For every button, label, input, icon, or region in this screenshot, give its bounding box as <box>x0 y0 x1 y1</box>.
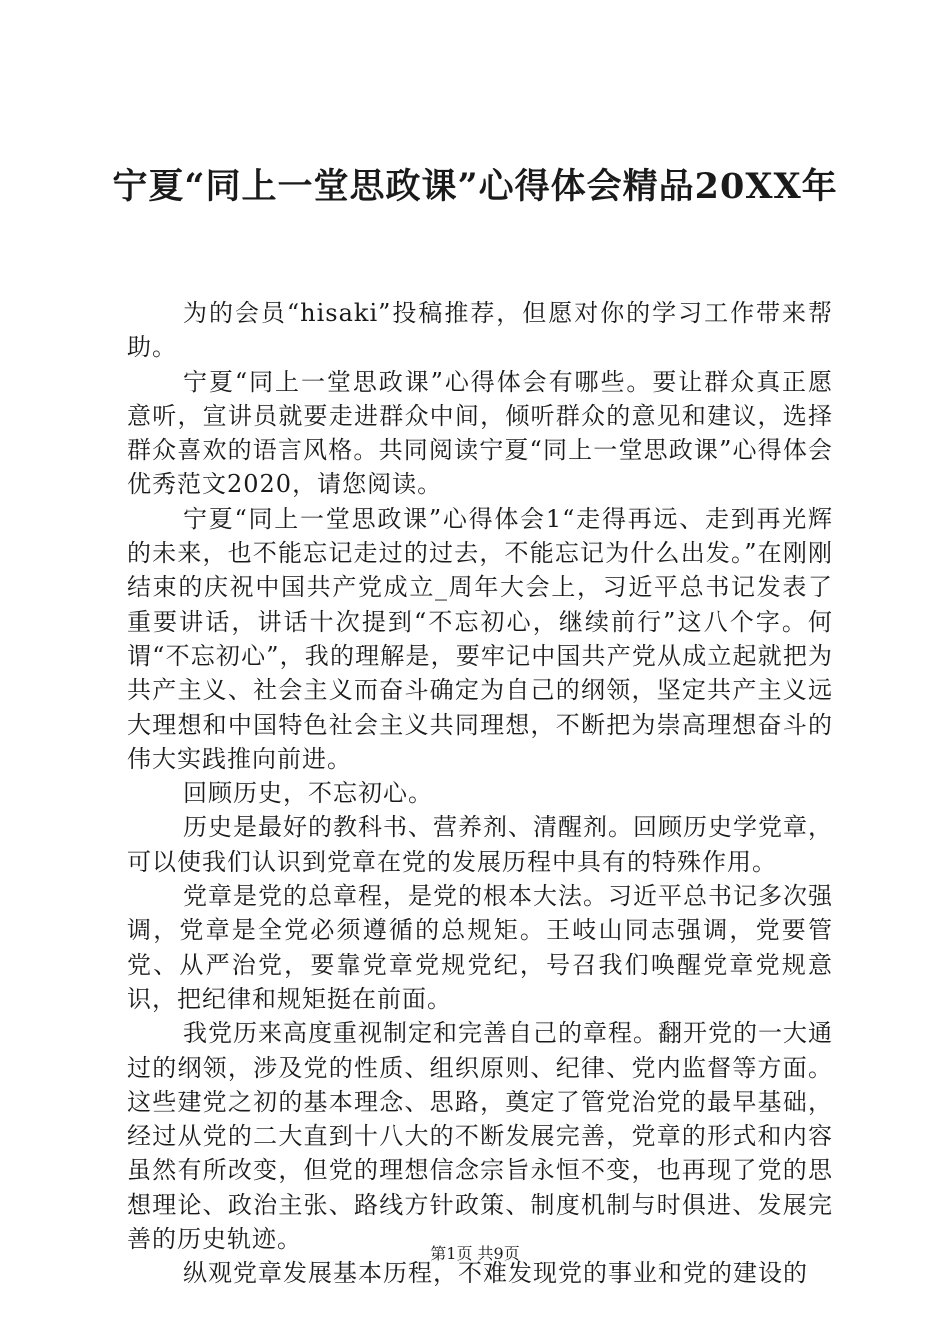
document-body <box>127 296 833 1291</box>
paragraph: 我党历来高度重视制定和完善自己的章程。翻开党的一大通过的纲领，涉及党的性质、组织原则、纪律、党内监督等方面。这些建党之初的基本理念、思路，奠定了管党治党的最早基础，经过从党的二大直到十八大的不断发展完善，党章的形式和内容虽然有所改变，但党的理想信念宗旨永恒不变，也再现了党的思想理论、政治主张、路线方针政策、制度机制与时俱进、发展完善的历史轨迹。 <box>127 1019 833 1254</box>
paragraph: 党章是党的总章程，是党的根本大法。习近平总书记多次强调，党章是全党必须遵循的总规矩。王岐山同志强调，党要管党、从严治党，要靠党章党规党纪，号召我们唤醒党章党规意识，把纪律和规矩挺在前面。 <box>127 882 833 1013</box>
paragraph: 宁夏“同上一堂思政课”心得体会1“走得再远、走到再光辉的未来，也不能忘记走过的过去，不能忘记为什么出发。”在刚刚结束的庆祝中国共产党成立_周年大会上，习近平总书记发表了重要讲话，讲话十次提到“不忘初心，继续前行”这八个字。何谓“不忘初心”，我的理解是，要牢记中国共产党从成立起就把为共产主义、社会主义而奋斗确定为自己的纲领，坚定共产主义远大理想和中国特色社会主义共同理想，不断把为崇高理想奋斗的伟大实践推向前进。 <box>127 504 833 773</box>
page-number-footer: 第1页 共9页 <box>430 1244 520 1263</box>
document-title: 宁夏“同上一堂思政课”心得体会精品20XX年 <box>112 166 838 207</box>
paragraph: 纵观党章发展基本历程，不难发现党的事业和党的建设的 <box>183 1259 808 1288</box>
paragraph: 历史是最好的教科书、营养剂、清醒剂。回顾历史学党章，可以使我们认识到党章在党的发展历程中具有的特殊作用。 <box>127 813 833 876</box>
paragraph: 回顾历史，不忘初心。 <box>183 779 433 808</box>
paragraph: 宁夏“同上一堂思政课”心得体会有哪些。要让群众真正愿意听，宣讲员就要走进群众中间，倾听群众的意见和建议，选择群众喜欢的语言风格。共同阅读宁夏“同上一堂思政课”心得体会优秀范文2020，请您阅读。 <box>127 367 833 499</box>
paragraph: 为的会员“hisaki”投稿推荐，但愿对你的学习工作带来帮助。 <box>127 299 833 362</box>
